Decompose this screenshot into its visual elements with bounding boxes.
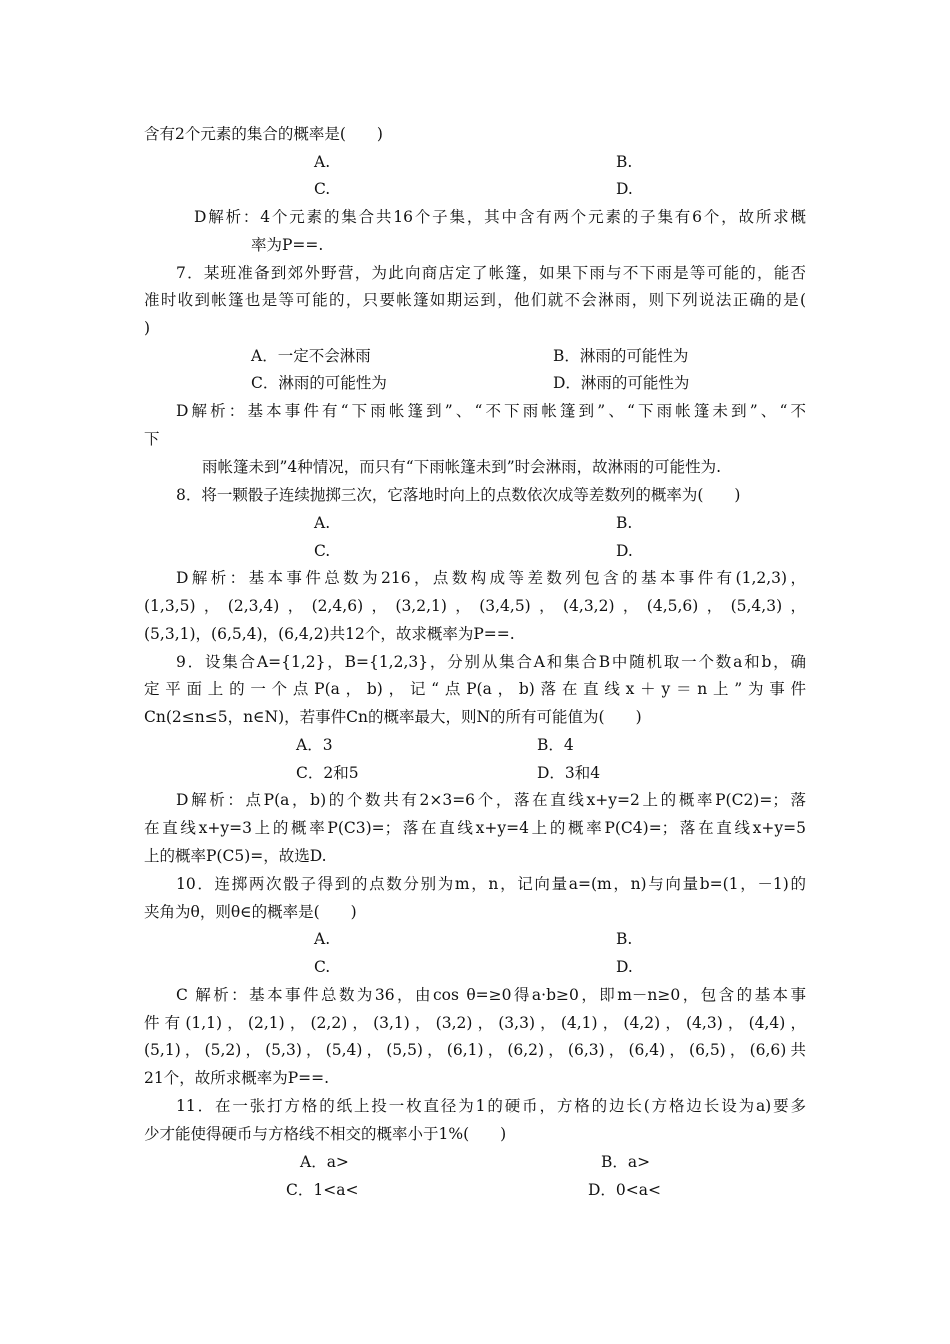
q10-solution-line-1: C 解析：基本事件总数为36，由cos θ=≥0得a·b≥0，即m－n≥0，包含的基本事 (176, 986, 806, 1004)
q6-option-a: A. (314, 153, 331, 171)
q11-stem-line-2: 少才能使得硬币与方格线不相交的概率小于1%( ) (144, 1125, 507, 1143)
q6-option-c: C. (314, 180, 331, 198)
q7-option-d: D．淋雨的可能性为 (553, 374, 690, 392)
q6-option-d: D. (616, 180, 633, 198)
q7-stem-line-1: 7．某班准备到郊外野营，为此向商店定了帐篷，如果下雨与不下雨是等可能的，能否 (176, 264, 806, 282)
q9-solution-line-2: 在直线x+y=3上的概率P(C3)=；落在直线x+y=4上的概率P(C4)=；落在直线x+y=5 (144, 819, 806, 837)
q10-solution-line-3: (5,1)，(5,2)，(5,3)，(5,4)，(5,5)，(6,1)，(6,2)，(6,3)，(6,4)，(6,5)，(6,6)共 (144, 1041, 806, 1059)
q10-stem-line-1: 10．连掷两次骰子得到的点数分别为m，n，记向量a=(m，n)与向量b=(1，－1)的 (176, 875, 806, 893)
q10-option-b: B. (616, 930, 633, 948)
q8-option-d: D. (616, 542, 633, 560)
q7-stem-line-2: 准时收到帐篷也是等可能的，只要帐篷如期运到，他们就不会淋雨，则下列说法正确的是( (144, 291, 806, 309)
q10-solution-line-4: 21个，故所求概率为P==. (144, 1069, 330, 1087)
q10-solution-line-2: 件有(1,1)，(2,1)，(2,2)，(3,1)，(3,2)，(3,3)，(4,1)，(4,2)，(4,3)，(4,4)， (144, 1014, 806, 1032)
q7-stem-line-3: ) (144, 319, 151, 337)
q9-option-a: A．3 (296, 736, 333, 754)
q9-option-d: D．3和4 (537, 764, 601, 782)
q6-option-b: B. (616, 153, 633, 171)
q6-solution-line-2: 率为P==. (251, 236, 324, 254)
q7-option-a: A．一定不会淋雨 (251, 347, 371, 365)
q8-option-b: B. (616, 514, 633, 532)
q10-option-a: A. (314, 930, 331, 948)
q9-option-b: B．4 (537, 736, 574, 754)
q9-solution-line-1: D解析：点P(a，b)的个数共有2×3=6个，落在直线x+y=2上的概率P(C2)=；落 (176, 791, 806, 809)
q11-option-d: D．0<a< (588, 1181, 662, 1199)
q8-option-c: C. (314, 542, 331, 560)
q7-option-b: B．淋雨的可能性为 (553, 347, 689, 365)
q9-stem-line-2: 定平面上的一个点P(a，b)，记“点P(a，b)落在直线x＋y＝n上”为事件 (144, 680, 806, 698)
q9-stem-line-1: 9．设集合A={1,2}，B={1,2,3}，分别从集合A和集合B中随机取一个数a和b，确 (176, 653, 806, 671)
q8-solution-line-1: D解析：基本事件总数为216，点数构成等差数列包含的基本事件有(1,2,3)， (176, 569, 806, 587)
q11-option-c: C．1<a< (286, 1181, 359, 1199)
q7-option-c: C．淋雨的可能性为 (251, 374, 387, 392)
q11-option-a: A．a> (300, 1153, 349, 1171)
q9-solution-line-3: 上的概率P(C5)=，故选D. (144, 847, 327, 865)
q7-solution-line-1: D解析：基本事件有“下雨帐篷到”、“不下雨帐篷到”、“下雨帐篷未到”、“不 (176, 402, 806, 420)
q10-stem-line-2: 夹角为θ，则θ∈的概率是( ) (144, 903, 357, 921)
q10-option-c: C. (314, 958, 331, 976)
q6-solution-line-1: D解析：4个元素的集合共16个子集，其中含有两个元素的子集有6个，故所求概 (194, 208, 806, 226)
q7-solution-line-2: 下 (144, 430, 160, 448)
q8-option-a: A. (314, 514, 331, 532)
q10-option-d: D. (616, 958, 633, 976)
q11-stem-line-1: 11．在一张打方格的纸上投一枚直径为1的硬币，方格的边长(方格边长设为a)要多 (176, 1097, 806, 1115)
q9-option-c: C．2和5 (296, 764, 359, 782)
q6-stem-tail: 含有2个元素的集合的概率是( ) (144, 125, 383, 143)
q7-solution-line-3: 雨帐篷未到”4种情况，而只有“下雨帐篷未到”时会淋雨，故淋雨的可能性为. (202, 458, 722, 476)
q8-solution-line-3: (5,3,1)，(6,5,4)，(6,4,2)共12个，故求概率为P==. (144, 625, 515, 643)
q8-solution-line-2: (1,3,5)，(2,3,4)，(2,4,6)，(3,2,1)，(3,4,5)，(4,3,2)，(4,5,6)，(5,4,3)， (144, 597, 806, 615)
q8-stem: 8．将一颗骰子连续抛掷三次，它落地时向上的点数依次成等差数列的概率为( ) (176, 486, 741, 504)
q11-option-b: B．a> (601, 1153, 651, 1171)
q9-stem-line-3: Cn(2≤n≤5，n∈N)，若事件Cn的概率最大，则N的所有可能值为( ) (144, 708, 642, 726)
